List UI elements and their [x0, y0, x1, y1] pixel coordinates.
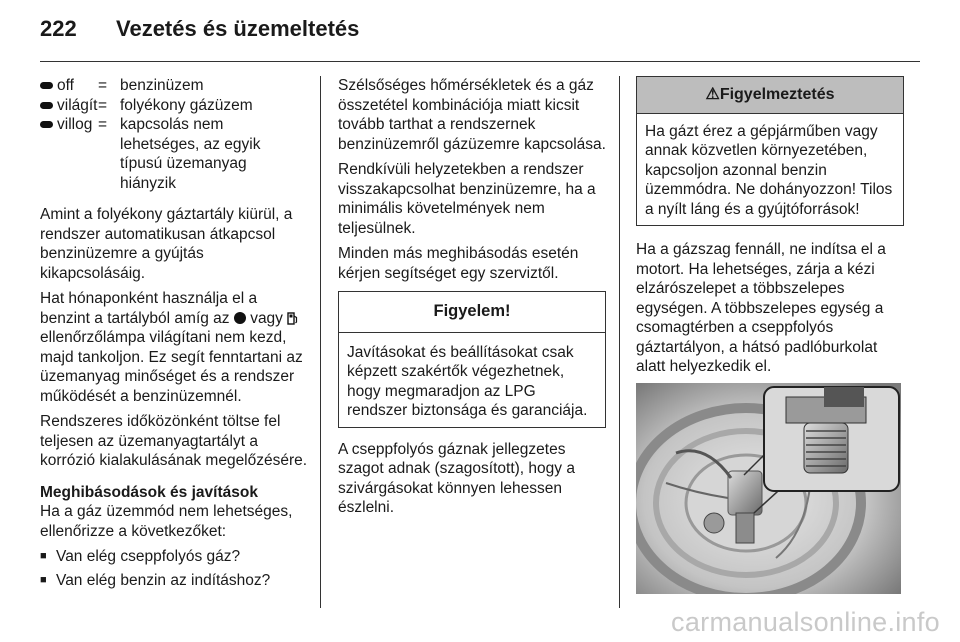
lpg-indicator-icon — [40, 82, 53, 89]
status-state: off — [57, 77, 74, 94]
multivalve-illustration — [636, 383, 901, 594]
status-meaning: folyékony gázüzem — [120, 96, 253, 114]
paragraph: Minden más meghibásodás esetén kérjen segítséget egy szerviztől. — [338, 245, 579, 282]
status-meaning: benzinüzem — [120, 77, 204, 94]
paragraph: A cseppfolyós gáznak jellegzetes szagot adnak (szagosított), hogy a szivárgásokat könnyen lehessen észlelni. — [338, 440, 575, 516]
multivalve-photo — [636, 383, 901, 594]
fuel-pump-icon — [287, 311, 298, 325]
paragraph — [40, 289, 308, 406]
subheading: Meghibásodások és javítások — [40, 483, 258, 501]
column-2 — [338, 76, 606, 524]
paragraph: Rendkívüli helyzetekben a rendszer visszakapcsolhat benzinüzemre, ha a minimális követelmények nem teljesülnek. — [338, 161, 596, 237]
column-3 — [636, 76, 904, 383]
status-eq: = — [98, 96, 108, 114]
column-divider — [619, 76, 620, 608]
warning-title — [637, 77, 903, 114]
status-meaning: kapcsolás nem lehetséges, az egyik típusú üzemanyag hiányzik — [120, 116, 261, 192]
notice-title: Figyelem! — [339, 292, 605, 333]
header-rule — [40, 61, 920, 62]
paragraph: Rendszeres időközönként töltse fel teljesen az üzemanyagtartályt a korrózió kialakulásának megelőzésére. — [40, 413, 308, 469]
page-number: 222 — [40, 16, 77, 41]
status-row — [40, 96, 308, 116]
paragraph: Ha a gázszag fennáll, ne indítsa el a motort. Ha lehetséges, zárja a kézi elzárószelepet a többszelepes egységen. A többszelepes egység a csomagtérben a cseppfolyós gáztartályon, a hátsó padlóburkolat alatt helyezkedik el. — [636, 241, 886, 375]
text: ellenőrzőlámpa világítani nem kezd, majd tankoljon. Ez segít fenntartani az üzemanyag minőséget és a rendszer működését a benzinüzemnél. — [40, 329, 303, 405]
indicator-status-table — [40, 76, 308, 193]
notice-box — [338, 291, 606, 428]
paragraph: Amint a folyékony gáztartály kiürül, a rendszer automatikusan átkapcsol benzinüzemre a gyújtás kikapcsolásáig. — [40, 206, 293, 282]
bullet-item: ■ Van elég benzin az indításhoz? — [40, 571, 308, 591]
lpg-indicator-icon — [40, 121, 53, 128]
status-eq: = — [98, 116, 108, 133]
status-state: villog — [57, 116, 93, 133]
notice-body: Javításokat és beállításokat csak képzett szakértők végezhetnek, hogy megmaradjon az LPG rendszer biztonsága és garanciája. — [347, 343, 588, 419]
fuel-dot-icon — [234, 312, 246, 324]
watermark: carmanualsonline.info — [671, 607, 940, 637]
warning-title-text: Figyelmeztetés — [719, 86, 835, 103]
status-eq: = — [98, 77, 108, 94]
page-title: Vezetés és üzemeltetés — [116, 16, 360, 41]
lpg-indicator-icon — [40, 102, 53, 109]
column-divider — [320, 76, 321, 608]
status-row — [40, 115, 308, 193]
page-header — [40, 16, 359, 42]
column-1 — [40, 76, 308, 594]
text: Hat hónaponként használja el a benzint a tartályból amíg az — [40, 290, 258, 327]
warning-icon: ⚠ — [705, 86, 720, 103]
warning-box — [636, 76, 904, 226]
bullet-item: ■ Van elég cseppfolyós gáz? — [40, 547, 308, 567]
paragraph: Ha a gáz üzemmód nem lehetséges, ellenőrizze a következőket: — [40, 503, 293, 540]
status-row — [40, 76, 308, 96]
text: vagy — [250, 309, 283, 327]
paragraph: Szélsőséges hőmérsékletek és a gáz összetétel kombinációja miatt kicsit tovább tarthat a rendszernek benzinüzemről gázüzemre kapcsolása. — [338, 77, 606, 153]
warning-body: Ha gázt érez a gépjárműben vagy annak közvetlen környezetében, kapcsoljon azonnal benzin üzemmódra. Ne dohányozzon! Tilos a nyílt láng és a gyújtóforrások! — [645, 122, 893, 218]
status-state: világít — [57, 96, 98, 114]
